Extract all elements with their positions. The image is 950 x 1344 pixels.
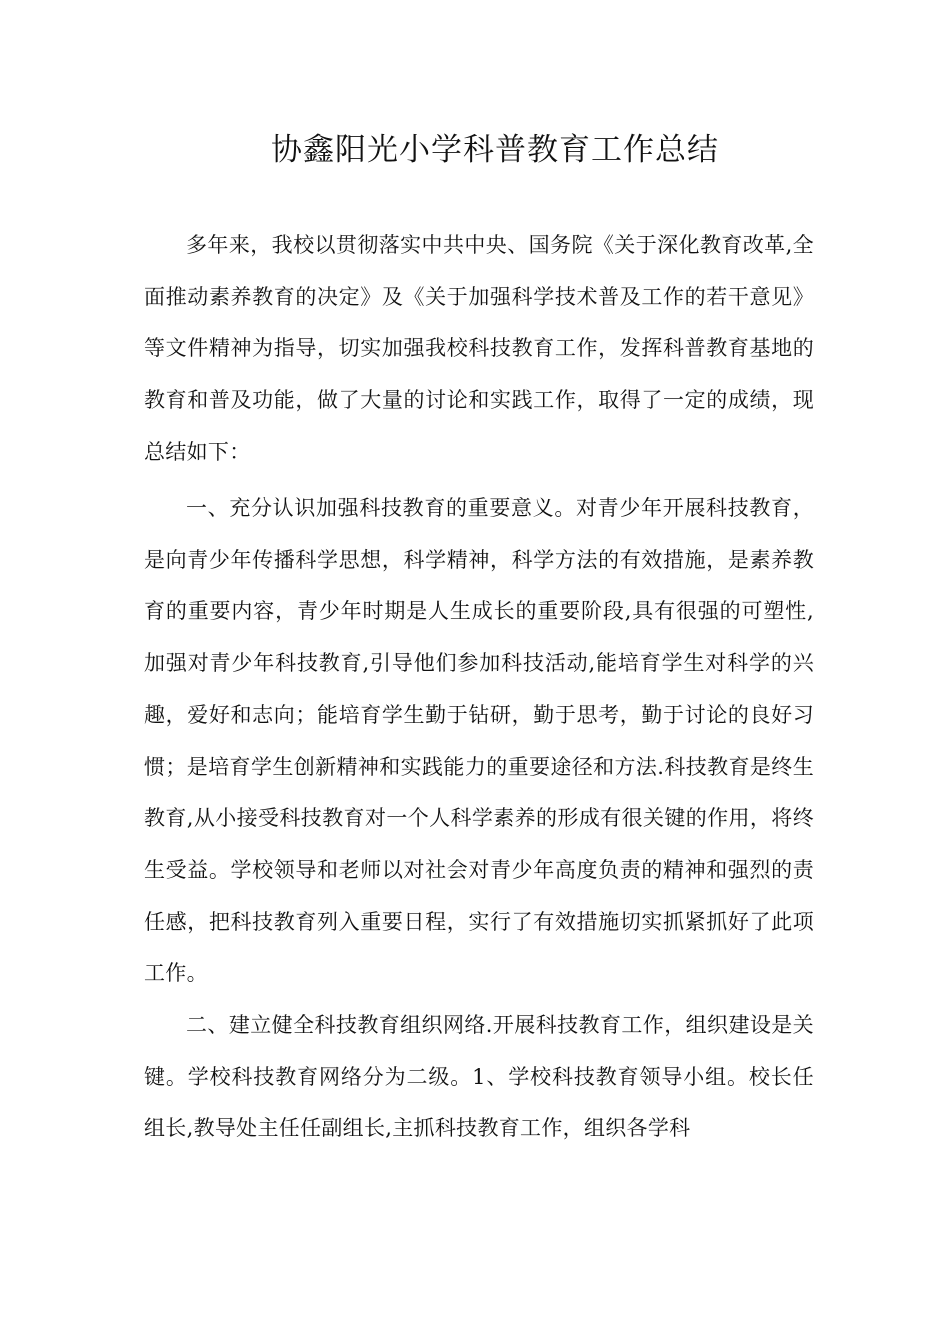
paragraph-intro xyxy=(144,220,814,479)
paragraph-text: 一、充分认识加强科技教育的重要意义。对青少年开展科技教育，是向青少年传播科学思想，科学精神，科学方法的有效措施，是素养教育的重要内容，青少年时期是人生成长的重要阶段,具有很强的可塑性,加强对青少年科技教育,引导他们参加科技活动,能培育学生对科学的兴趣，爱好和志向；能培育学生勤于钻研，勤于思考，勤于讨论的良好习惯；是培育学生创新精神和实践能力的重要途径和方法.科技教育是终生教育,从小接受科技教育对一个人科学素养的形成有很关键的作用，将终生受益。学校领导和老师以对社会对青少年高度负责的精神和强烈的责任感，把科技教育列入重要日程，实行了有效措施切实抓紧抓好了此项工作。 xyxy=(144,496,814,986)
paragraph-text: 多年来，我校以贯彻落实中共中央、国务院《关于深化教育改革,全面推动素养教育的决定》及《关于加强科学技术普及工作的若干意见》等文件精神为指导，切实加强我校科技教育工作，发挥科普教育基地的教育和普及功能，做了大量的讨论和实践工作，取得了一定的成绩，现总结如下： xyxy=(144,233,814,464)
document-title: 协鑫阳光小学科普教育工作总结 xyxy=(271,132,719,168)
paragraph-text: 二、建立健全科技教育组织网络.开展科技教育工作，组织建设是关键。学校科技教育网络分为二级。1、学校科技教育领导小组。校长任组长,教导处主任任副组长,主抓科技教育工作，组织各学科 xyxy=(144,1013,814,1141)
paragraph-section-2 xyxy=(144,1000,814,1155)
paragraph-section-1 xyxy=(144,483,814,1000)
